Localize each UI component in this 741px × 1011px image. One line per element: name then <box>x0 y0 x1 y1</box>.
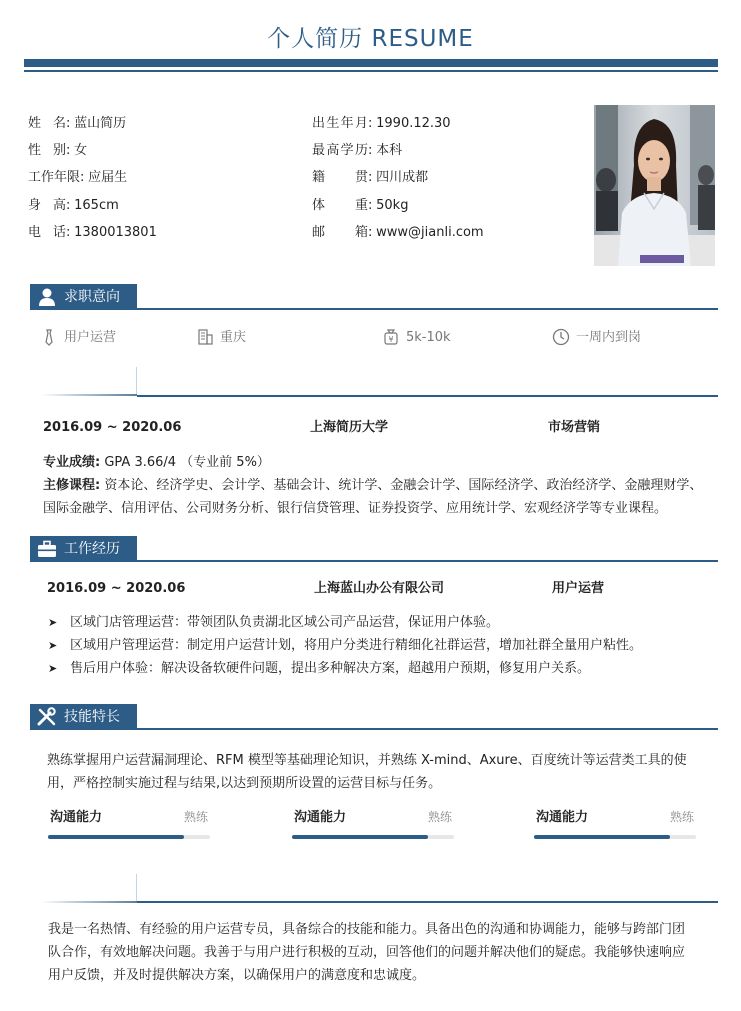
info-hometown: 籍贯: 四川成都 <box>312 168 428 188</box>
info-value: 四川成都 <box>376 170 429 185</box>
section-tab-work <box>30 536 137 562</box>
section-tab-skills <box>30 704 137 730</box>
skill-bar <box>292 806 454 846</box>
section-tab-intent <box>30 284 137 310</box>
profile-photo <box>594 105 715 266</box>
info-value: 1990.12.30 <box>376 116 451 131</box>
edu-school: 上海简历大学 <box>310 420 389 435</box>
info-birth: 出生年月: 1990.12.30 <box>312 114 451 134</box>
info-value: 蓝山简历 <box>74 116 127 131</box>
intent-salary <box>382 327 451 349</box>
info-value: 1380013801 <box>74 225 157 240</box>
edu-gpa-label: 专业成绩: <box>43 455 101 470</box>
user-icon <box>36 287 58 307</box>
info-weight: 体重: 50kg <box>312 196 408 216</box>
info-email: 邮箱: www@jianli.com <box>312 223 484 243</box>
title-thick-rule <box>24 59 718 67</box>
svg-text:¥: ¥ <box>388 334 394 344</box>
edu-courses-line1 <box>43 474 702 497</box>
section-title: 工作经历 <box>64 541 120 557</box>
intent-text: 重庆 <box>220 330 247 345</box>
work-bullet <box>48 636 642 656</box>
edu-courses-line2: 国际金融学、信用评估、公司财务分析、银行信贷管理、证券投资学、应用统计学、宏观经济学等专业课程。 <box>43 501 668 516</box>
info-years: 工作年限: 应届生 <box>28 168 127 188</box>
info-gender: 性别: 女 <box>28 141 87 161</box>
skills-desc-line1: 熟练掌握用户运营漏洞理论、RFM 模型等基础理论知识，并熟练 X-mind、Axure、百度统计等运营类工具的使 <box>47 753 687 768</box>
summary-line3: 用户反馈，并及时提供解决方案，以确保用户的满意度和忠诚度。 <box>48 968 426 983</box>
info-label: 身高 <box>28 198 66 213</box>
skill-level: 熟练 <box>183 810 208 824</box>
arrow-bullet-icon: ➤ <box>48 616 58 629</box>
info-label: 最高学历 <box>312 143 368 158</box>
info-label: 邮箱 <box>312 225 368 240</box>
money-bag-icon <box>382 328 400 346</box>
work-bullet <box>48 659 590 679</box>
skill-name: 沟通能力 <box>536 810 589 825</box>
work-bullet-text: 区域用户管理运营：制定用户运营计划，将用户分类进行精细化社群运营，增加社群全量用户粘性。 <box>70 638 643 653</box>
section-tab-summary <box>19 874 137 903</box>
skill-track <box>292 835 454 839</box>
intent-text: 用户运营 <box>64 330 117 345</box>
work-period: 2016.09 ~ 2020.06 <box>47 581 186 596</box>
info-name: 姓名: 蓝山简历 <box>28 114 126 134</box>
resume-title: 个人简历 RESUME <box>267 26 474 52</box>
work-company: 上海蓝山办公有限公司 <box>314 581 445 596</box>
edu-gpa-value: GPA 3.66/4 （专业前 5%） <box>100 455 270 470</box>
info-value: 应届生 <box>88 170 128 185</box>
info-label: 电话 <box>28 225 66 240</box>
intent-city <box>196 327 246 349</box>
clock-icon <box>552 328 570 346</box>
skill-track <box>534 835 696 839</box>
info-label: 体重 <box>312 198 368 213</box>
edu-courses-label: 主修课程: <box>43 478 101 493</box>
info-height: 身高: 165cm <box>28 196 119 216</box>
info-value: 本科 <box>376 143 403 158</box>
edu-period: 2016.09 ~ 2020.06 <box>43 420 182 435</box>
work-bullet-text: 区域门店管理运营：带领团队负责湖北区域公司产品运营，保证用户体验。 <box>70 615 500 630</box>
section-rule <box>137 395 718 397</box>
summary-line1: 我是一名热情、有经验的用户运营专员，具备综合的技能和能力。具备出色的沟通和协调能力，能够与跨部门团 <box>48 922 686 937</box>
skill-fill <box>48 835 184 839</box>
info-label: 籍贯 <box>312 170 368 185</box>
info-label: 姓名 <box>28 116 66 131</box>
section-title: 求职意向 <box>64 289 120 305</box>
skill-track <box>48 835 210 839</box>
intent-text: 一周内到岗 <box>576 330 642 345</box>
skill-fill <box>534 835 670 839</box>
section-rule <box>137 901 718 903</box>
skill-bar <box>534 806 696 846</box>
section-rule <box>30 560 718 562</box>
work-bullet <box>48 613 499 633</box>
info-value: www@jianli.com <box>376 225 484 240</box>
info-label: 出生年月 <box>312 116 368 131</box>
skill-name: 沟通能力 <box>50 810 103 825</box>
skills-desc-line2: 用，严格控制实施过程与结果,以达到预期所设置的运营目标与任务。 <box>47 776 442 791</box>
info-label: 性别 <box>28 143 66 158</box>
arrow-bullet-icon: ➤ <box>48 639 58 652</box>
skill-bar <box>48 806 210 846</box>
arrow-bullet-icon: ➤ <box>48 662 58 675</box>
section-tab-education <box>19 367 137 396</box>
work-bullet-text: 售后用户体验：解决设备软硬件问题，提出多种解决方案，超越用户预期，修复用户关系。 <box>70 661 591 676</box>
edu-major: 市场营销 <box>548 420 601 435</box>
section-rule <box>30 308 718 310</box>
info-degree: 最高学历: 本科 <box>312 141 402 161</box>
skill-fill <box>292 835 428 839</box>
tie-icon <box>40 328 58 346</box>
intent-arrival <box>552 327 641 349</box>
skill-level: 熟练 <box>427 810 452 824</box>
edu-courses-text: 资本论、经济学史、会计学、基础会计、统计学、金融会计学、国际经济学、政治经济学、金融理财学、 <box>100 478 703 493</box>
work-role: 用户运营 <box>552 581 605 596</box>
info-value: 165cm <box>74 198 119 213</box>
section-title: 技能特长 <box>64 709 120 725</box>
summary-line2: 队合作，有效地解决问题。我善于与用户进行积极的互动，回答他们的问题并解决他们的疑虑。我能够快速响应 <box>48 945 686 960</box>
skill-level: 熟练 <box>669 810 694 824</box>
title-thin-rule <box>24 70 718 72</box>
section-rule <box>30 728 718 730</box>
skill-name: 沟通能力 <box>294 810 347 825</box>
briefcase-icon <box>36 539 58 559</box>
tools-icon <box>36 707 58 727</box>
building-icon <box>196 328 214 346</box>
info-value: 女 <box>74 143 88 158</box>
intent-position <box>40 327 116 349</box>
info-label: 工作年限 <box>28 170 81 185</box>
edu-gpa <box>43 451 270 474</box>
info-phone: 电话: 1380013801 <box>28 223 157 243</box>
info-value: 50kg <box>376 198 409 213</box>
intent-text: 5k-10k <box>406 330 451 345</box>
